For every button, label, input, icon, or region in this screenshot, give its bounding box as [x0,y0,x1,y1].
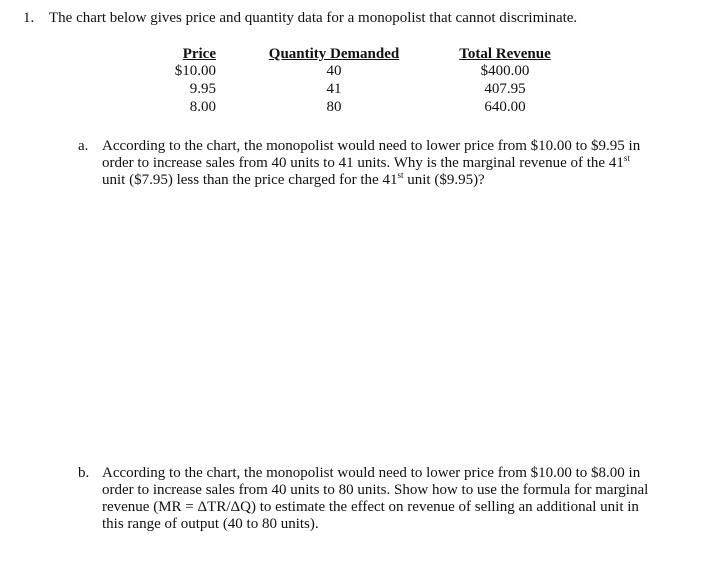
price-header: Price [182,46,216,62]
price-column [170,46,216,116]
part-b-letter: b. [78,465,90,481]
revenue-cell: 640.00 [484,99,526,115]
part-a-line [102,155,682,172]
ordinal-superscript: st [397,170,404,180]
quantity-cell: 40 [326,63,342,79]
question-text: The chart below gives price and quantity data for a monopolist that cannot discriminate. [49,10,578,26]
part-a-line [102,172,682,189]
revenue-cell: $400.00 [480,63,530,79]
price-cell: 9.95 [189,81,216,97]
part-a-line: According to the chart, the monopolist would need to lower price from $10.00 to $9.95 in [102,138,641,154]
part-a-text [102,138,682,189]
part-a-letter: a. [78,138,89,154]
revenue-column [454,46,556,116]
quantity-cell: 41 [326,81,342,97]
revenue-cell: 407.95 [484,81,526,97]
part-a-line-text: order to increase sales from 40 units to 41 units. Why is the marginal revenue of the 41 [102,155,624,171]
part-a-line-text: unit ($7.95) less than the price charged for the 41 [102,172,398,188]
price-cell: 8.00 [189,99,216,115]
part-b-line: revenue (MR = ΔTR/ΔQ) to estimate the effect on revenue of selling an additional unit in [102,499,639,515]
part-a-line-text: unit ($9.95)? [403,172,485,188]
part-b-line: According to the chart, the monopolist would need to lower price from $10.00 to $8.00 in [102,465,641,481]
ordinal-superscript: st [623,153,630,163]
question-number: 1. [23,10,35,26]
price-cell: $10.00 [174,63,216,79]
part-b-line: order to increase sales from 40 units to 80 units. Show how to use the formula for marginal [102,482,649,498]
revenue-header: Total Revenue [459,46,551,62]
quantity-column [264,46,404,116]
part-b-line: this range of output (40 to 80 units). [102,516,319,532]
quantity-cell: 80 [326,99,342,115]
quantity-header: Quantity Demanded [268,46,400,62]
part-b-text [102,465,682,533]
